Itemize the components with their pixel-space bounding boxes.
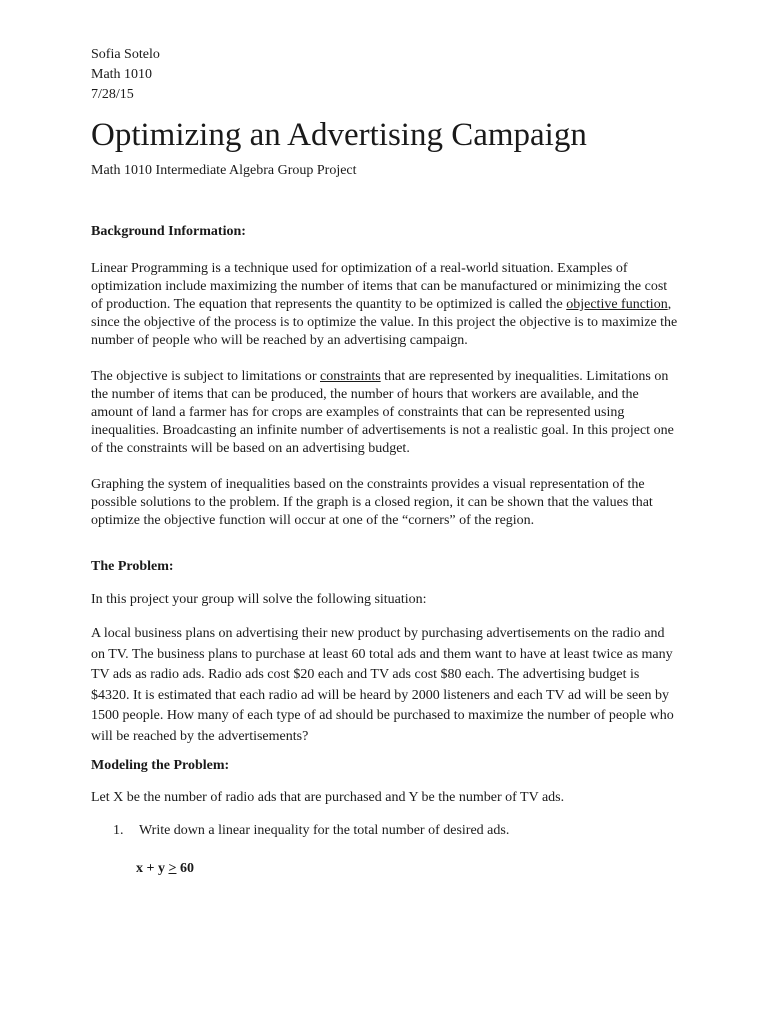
course-name: Math 1010: [91, 67, 153, 82]
greater-equal-symbol: >: [168, 861, 177, 876]
question-item-1: [91, 822, 681, 840]
background-paragraph-1: Linear Programming is a technique used for optimization of a real-world situation. Examples of optimization include maximizing the number of items that can be manufactured or minimizing the cost of production. The equation that represents the quantity to be optimized is called the objective function, since the objective of the process is to optimize the value. In this project the objective is to maximize the number of people who will be reached by an advertising campaign.: [91, 261, 678, 348]
objective-function-term: objective function: [566, 297, 668, 312]
problem-heading: The Problem:: [91, 559, 174, 574]
question-text: Write down a linear inequality for the total number of desired ads.: [139, 823, 510, 838]
modeling-heading: Modeling the Problem:: [91, 758, 230, 773]
background-heading: Background Information:: [91, 224, 246, 239]
author-name: Sofia Sotelo: [91, 47, 160, 62]
constraints-term: constraints: [320, 369, 381, 384]
background-paragraph-2: The objective is subject to limitations or constraints that are represented by inequalities. Limitations on the number of items that can be produced, the number of hours that workers are available, and the amount of land a farmer has for crops are examples of constraints that can be represented using inequalities. Broadcasting an infinite number of advertisements is not a realistic goal. In this project one of the constraints will be based on an advertising budget.: [91, 369, 674, 456]
document-subtitle: Math 1010 Intermediate Algebra Group Project: [91, 163, 357, 178]
document-page: [91, 45, 681, 877]
modeling-let-statement: Let X be the number of radio ads that are purchased and Y be the number of TV ads.: [91, 790, 565, 805]
background-paragraph-3: Graphing the system of inequalities based on the constraints provides a visual representation of the possible solutions to the problem. If the graph is a closed region, it can be shown that the values that optimize the objective function will occur at one of the “corners” of the region.: [91, 477, 653, 528]
question-number: 1.: [113, 823, 124, 838]
problem-text: A local business plans on advertising their new product by purchasing advertisements on the radio and on TV. The business plans to purchase at least 60 total ads and them want to have at least twice as many TV ads as radio ads. Radio ads cost $20 each and TV ads cost $80 each. The advertising budget is $4320. It is estimated that each radio ad will be heard by 2000 listeners and each TV ad will be seen by 1500 people. How many of each type of ad should be purchased to maximize the number of people who will be reached by the advertisements?: [91, 626, 674, 744]
problem-intro: In this project your group will solve the following situation:: [91, 592, 427, 607]
document-title: Optimizing an Advertising Campaign: [91, 117, 587, 153]
answer-1: x + y > 60: [136, 861, 194, 876]
document-date: 7/28/15: [91, 87, 134, 102]
